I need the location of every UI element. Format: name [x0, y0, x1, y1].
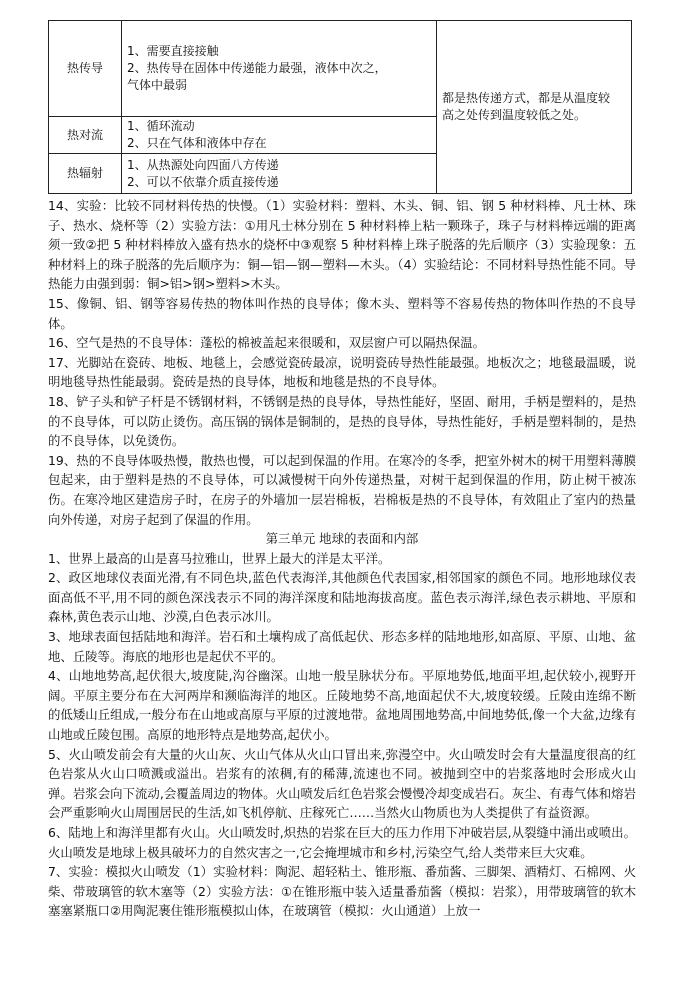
paragraph: 6、陆地上和海洋里都有火山。火山喷发时,炽热的岩浆在巨大的压力作用下冲破岩层,从裂缝中涌出或喷出。火山喷发是地球上极具破坏力的自然灾害之一,它会掩埋城市和乡村,污染空气,给人类带来巨大灾难。 — [48, 825, 636, 860]
paragraph: 15、像铜、铝、钢等容易传热的物体叫作热的良导体；像木头、塑料等不容易传热的物体叫作热的不良导体。 — [48, 295, 636, 331]
table-cell-name: 热传导 — [49, 21, 122, 117]
paragraph: 14、实验：比较不同材料传热的快慢。（1）实验材料：塑料、木头、铜、铝、钢 5 种材料棒、凡士林、珠子、热水、烧杯等（2）实验方法：①用凡士林分别在 5 种材料棒上粘一颗珠子，珠子与材料棒远端的距离须一致②把 5 种材料棒放入盛有热水的烧杯中③观察 5 种材料棒上珠子脱落的先后顺序（3）实验现象：五种材料上的珠子脱落的先后顺序为：铜—铝—钢—塑料—木头。（4）实验结论：不同材料导热性能不同。导热能力由强到弱：铜>铝>钢>塑料>木头。 — [48, 198, 636, 292]
desc-line: 1、需要直接接触 — [127, 44, 219, 58]
paragraph: 2、政区地球仪表面光滑,有不同色块,蓝色代表海洋,其他颜色代表国家,相邻国家的颜色不同。地形地球仪表面高低不平,用不同的颜色深浅表示不同的海洋深度和陆地海拔高度。蓝色表示海洋,绿色表示耕地、平原和森林,黄色表示山地、沙漠,白色表示冰川。 — [48, 570, 636, 625]
desc-line: 1、循环流动 — [127, 119, 195, 133]
heat-transfer-table — [48, 20, 632, 194]
paragraph: 5、火山喷发前会有大量的火山灰、火山气体从火山口冒出来,弥漫空中。火山喷发时会有大量温度很高的红色岩浆从火山口喷溅或溢出。岩浆有的浓稠,有的稀薄,流速也不同。被抛到空中的岩浆落地时会形成火山弹。岩浆会向下流动,会覆盖周边的物体。火山喷发后红色岩浆会慢慢冷却变成岩石。灰尘、有毒气体和熔岩会严重影响火山周围居民的生活,如飞机停航、庄稼死亡……当然火山物质也为人类提供了有益资源。 — [48, 746, 636, 821]
body-text — [48, 196, 636, 921]
paragraph: 17、光脚站在瓷砖、地板、地毯上，会感觉瓷砖最凉，说明瓷砖导热性能最强。地板次之；地毯最温暖，说明地毯导热性能最弱。瓷砖是热的良导体，地板和地毯是热的不良导体。 — [48, 354, 636, 390]
table-cell-name: 热对流 — [49, 117, 122, 154]
table-cell-desc — [122, 154, 437, 194]
desc-line: 2、热传导在固体中传递能力最强，液体中次之， — [127, 61, 387, 75]
paragraph: 1、世界上最高的山是喜马拉雅山，世界上最大的洋是太平洋。 — [48, 550, 391, 566]
note-line: 高之处传到温度较低之处。 — [442, 108, 587, 122]
paragraph: 18、铲子头和铲子杆是不锈钢材料，不锈钢是热的良导体，导热性能好，坚固、耐用，手柄是塑料的，是热的不良导体，可以防止烫伤。高压锅的锅体是铜制的，是热的良导体，导热性能好，手柄是塑料制的，是热的不良导体，以免烫伤。 — [48, 393, 636, 449]
paragraph: 7、实验：模拟火山喷发（1）实验材料：陶泥、超轻粘土、锥形瓶、番茄酱、三脚架、酒精灯、石棉网、火柴、带玻璃管的软木塞等（2）实验方法：①在锥形瓶中装入适量番茄酱（模拟：岩浆），用带玻璃管的软木塞塞紧瓶口②用陶泥裹住锥形瓶模拟山体，在玻璃管（模拟：火山通道）上放一 — [48, 864, 636, 919]
desc-line: 2、只在气体和液体中存在 — [127, 136, 267, 150]
paragraph: 16、空气是热的不良导体：蓬松的棉被盖起来很暖和，双层窗户可以隔热保温。 — [48, 335, 486, 351]
unit-title: 第三单元 地球的表面和内部 — [265, 531, 419, 547]
desc-line: 气体中最弱 — [127, 78, 188, 92]
table-cell-name: 热辐射 — [49, 154, 122, 194]
table-row — [49, 21, 632, 117]
table-cell-desc — [122, 21, 437, 117]
table-cell-desc — [122, 117, 437, 154]
table-cell-note — [437, 21, 632, 194]
paragraph: 3、地球表面包括陆地和海洋。岩石和土壤构成了高低起伏、形态多样的陆地地形,如高原、平原、山地、盆地、丘陵等。海底的地形也是起伏不平的。 — [48, 629, 636, 664]
desc-line: 2、可以不依靠介质直接传递 — [127, 174, 279, 189]
note-line: 都是热传递方式，都是从温度较 — [442, 91, 611, 105]
paragraph: 19、热的不良导体吸热慢，散热也慢，可以起到保温的作用。在寒冷的冬季，把室外树木的树干用塑料薄膜包起来，由于塑料是热的不良导体，可以减慢树干向外传递热量，对树干起到保温的作用，防止树干被冻伤。在寒冷地区建造房子时，在房子的外墙加一层岩棉板，岩棉板是热的不良导体，有效阻止了室内的热量向外传递，对房子起到了保温的作用。 — [48, 452, 636, 527]
paragraph: 4、山地地势高,起伏很大,坡度陡,沟谷幽深。山地一般呈脉状分布。平原地势低,地面平坦,起伏较小,视野开阔。平原主要分布在大河两岸和濒临海洋的地区。丘陵地势不高,地面起伏不大,坡度较缓。丘陵由连绵不断的低矮山丘组成,一般分布在山地或高原与平原的过渡地带。盆地周围地势高,中间地势低,像一个大盆,边缘有山地或丘陵包围。高原的地形特点是地势高,起伏小。 — [48, 668, 636, 743]
desc-line: 1、从热源处向四面八方传递 — [127, 157, 279, 172]
